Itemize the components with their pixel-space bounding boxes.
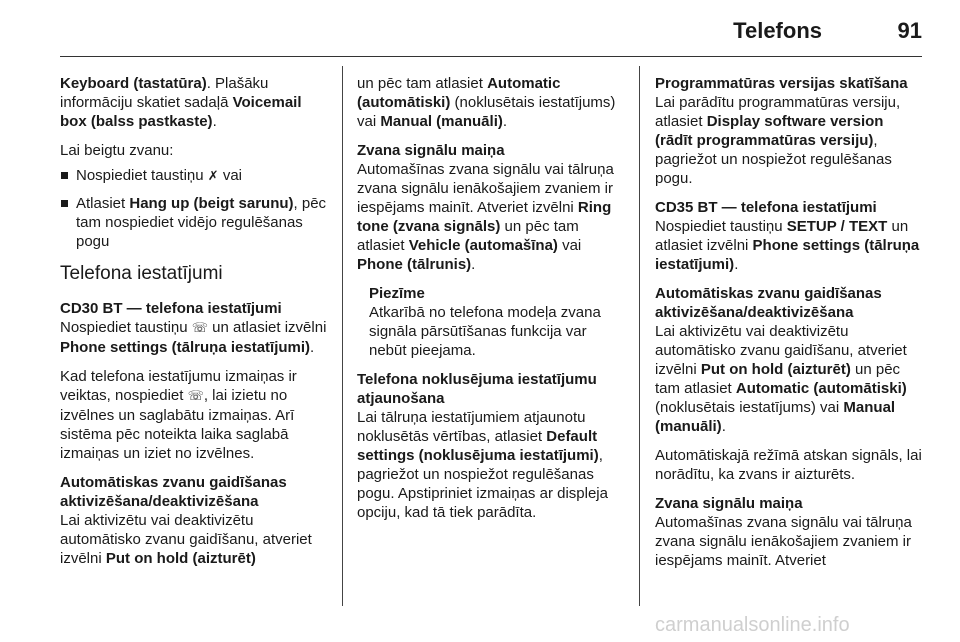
column-divider-1 bbox=[342, 66, 343, 606]
subsection-heading: Programmatūras versijas skatīšana bbox=[655, 75, 908, 92]
page-number: 91 bbox=[897, 18, 922, 43]
column-1 bbox=[60, 74, 328, 578]
paragraph: Lai aktivizētu vai deaktivizētu automātisko zvanu gaidīšanu, atveriet izvēlni Put on hold (aizturēt) un pēc tam atlasiet Automatic (automātiski) (noklusētais iestatījums) vai Manual (manuāli). bbox=[655, 323, 907, 435]
bold-term: Keyboard (tastatūra) bbox=[60, 75, 207, 92]
bold-term: Put on hold (aizturēt) bbox=[105, 550, 256, 567]
paragraph: Lai beigtu zvanu: bbox=[60, 142, 174, 159]
hang-up-phone-icon: ✗ bbox=[207, 169, 219, 184]
paragraph: Automašīnas zvana signālu vai tālruņa zvana signālu ienākošajiem zvaniem ir iespējams mainīt. Atveriet izvēlni Ring tone (zvana signāls) un pēc tam atlasiet Vehicle (automašīna) vai Phone (tālrunis). bbox=[357, 161, 614, 273]
paragraph: Keyboard (tastatūra). Plašāku informāciju skatiet sadaļā Voicemail box (balss pastkaste). bbox=[60, 75, 302, 130]
page-title: Telefons bbox=[733, 18, 822, 43]
paragraph: Kad telefona iestatījumu izmaiņas ir veiktas, nospiediet ☏, lai izietu no izvēlnes un saglabātu izmaiņas. Arī sistēma pēc noteikta laika saglabā izmaiņas un iziet no izvēlnes. bbox=[60, 368, 297, 462]
note-title: Piezīme bbox=[369, 285, 425, 302]
bold-term: Vehicle (automašīna) bbox=[408, 237, 558, 254]
bullet-icon bbox=[61, 172, 68, 179]
bold-term: Phone settings (tālruņa iestatījumi) bbox=[655, 237, 920, 273]
section-heading: Telefona iestatījumi bbox=[60, 263, 223, 284]
paragraph: Automašīnas zvana signālu vai tālruņa zvana signālu ienākošajiem zvaniem ir iespējams mainīt. Atveriet bbox=[655, 514, 912, 569]
header-divider bbox=[60, 56, 922, 57]
paragraph: Nospiediet taustiņu SETUP / TEXT un atlasiet izvēlni Phone settings (tālruņa iestatījumi). bbox=[655, 218, 920, 273]
paragraph: Automātiskajā režīmā atskan signāls, lai norādītu, ka zvans ir aizturēts. bbox=[655, 447, 922, 483]
phone-settings-icon: ☏ bbox=[191, 321, 209, 336]
subsection-heading: Zvana signālu maiņa bbox=[357, 142, 505, 159]
paragraph: Lai tālruņa iestatījumiem atjaunotu noklusētās vērtības, atlasiet Default settings (noklusējuma iestatījumi), pagriežot un nospiežot regulēšanas pogu. Apstipriniet izmaiņas ar displeja opciju, kad tā tiek parādīta. bbox=[357, 409, 608, 521]
subsection-heading: Zvana signālu maiņa bbox=[655, 495, 803, 512]
list-item: Nospiediet taustiņu ✗ vai bbox=[60, 166, 328, 186]
bold-term: Default settings (noklusējuma iestatījumi) bbox=[357, 428, 599, 464]
bullet-icon bbox=[61, 200, 68, 207]
paragraph: Lai parādītu programmatūras versiju, atlasiet Display software version (rādīt programmatūras versiju), pagriežot un nospiežot regulēšanas pogu. bbox=[655, 94, 901, 187]
note-box bbox=[357, 284, 625, 360]
column-2 bbox=[357, 74, 625, 532]
column-divider-2 bbox=[639, 66, 640, 606]
subsection-heading: CD30 BT — telefona iestatījumi bbox=[60, 300, 282, 317]
list-item: Atlasiet Hang up (beigt sarunu), pēc tam nospiediet vidējo regulēšanas pogu bbox=[60, 194, 328, 251]
note-text: Atkarībā no telefona modeļa zvana signāla pārsūtīšanas funkcija var nebūt pieejama. bbox=[369, 304, 601, 359]
bold-term: Automatic (automātiski) bbox=[735, 380, 907, 397]
subsection-heading: CD35 BT — telefona iestatījumi bbox=[655, 199, 877, 216]
paragraph: un pēc tam atlasiet Automatic (automātiski) (noklusētais iestatījums) vai Manual (manuāli). bbox=[357, 75, 616, 130]
bold-term: Voicemail box (balss pastkaste) bbox=[60, 94, 302, 130]
bold-term: Hang up (beigt sarunu) bbox=[129, 195, 294, 212]
watermark-text: carmanualsonline.info bbox=[655, 614, 850, 636]
subsection-heading: Automātiskas zvanu gaidīšanas aktivizēšana/deaktivizēšana bbox=[655, 285, 882, 321]
bold-term: SETUP / TEXT bbox=[786, 218, 888, 235]
bold-term: Manual (manuāli) bbox=[380, 113, 503, 130]
bold-term: Ring tone (zvana signāls) bbox=[357, 199, 612, 235]
bold-term: Display software version (rādīt programmatūras versiju) bbox=[655, 113, 884, 149]
phone-settings-icon: ☏ bbox=[187, 389, 204, 404]
bold-term: Automatic (automātiski) bbox=[357, 75, 561, 111]
column-3 bbox=[655, 74, 923, 580]
bold-term: Put on hold (aizturēt) bbox=[700, 361, 851, 378]
page-header bbox=[60, 14, 922, 54]
paragraph: Nospiediet taustiņu ☏ un atlasiet izvēlni Phone settings (tālruņa iestatījumi). bbox=[60, 319, 327, 356]
paragraph: Lai aktivizētu vai deaktivizētu automātisko zvanu gaidīšanu, atveriet izvēlni Put on hold (aizturēt) bbox=[60, 512, 312, 567]
subsection-heading: Telefona noklusējuma iestatījumu atjaunošana bbox=[357, 371, 597, 407]
bold-term: Phone settings (tālruņa iestatījumi) bbox=[60, 339, 311, 356]
subsection-heading: Automātiskas zvanu gaidīšanas aktivizēšana/deaktivizēšana bbox=[60, 474, 287, 510]
bold-term: Manual (manuāli) bbox=[655, 399, 896, 435]
bold-term: Phone (tālrunis) bbox=[357, 256, 472, 273]
